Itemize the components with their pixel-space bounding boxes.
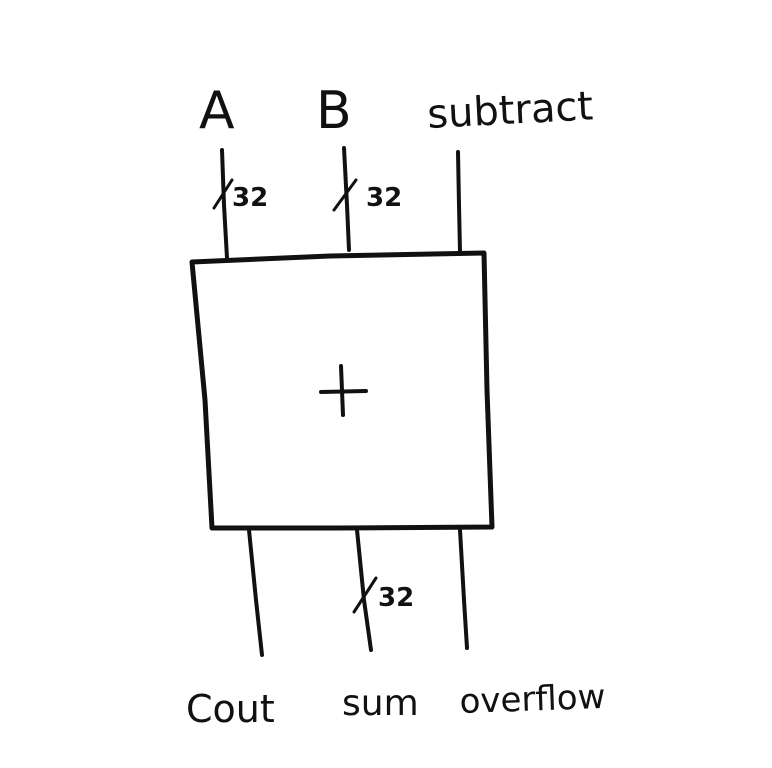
label-cout: Cout [186,687,275,731]
label-a: A [199,81,235,141]
output-wire-cout [249,530,262,655]
width-sum: 32 [378,583,415,613]
input-wire-a [222,150,227,258]
width-b: 32 [366,183,403,213]
label-b: B [316,81,352,141]
input-wire-b [344,148,349,250]
input-wire-subtract [458,152,460,252]
label-subtract: subtract [426,83,595,138]
label-overflow: overflow [458,676,607,722]
plus-symbol-bar [321,391,366,392]
label-sum: sum [342,683,419,724]
width-a: 32 [232,183,269,213]
output-wire-overflow [460,530,467,648]
